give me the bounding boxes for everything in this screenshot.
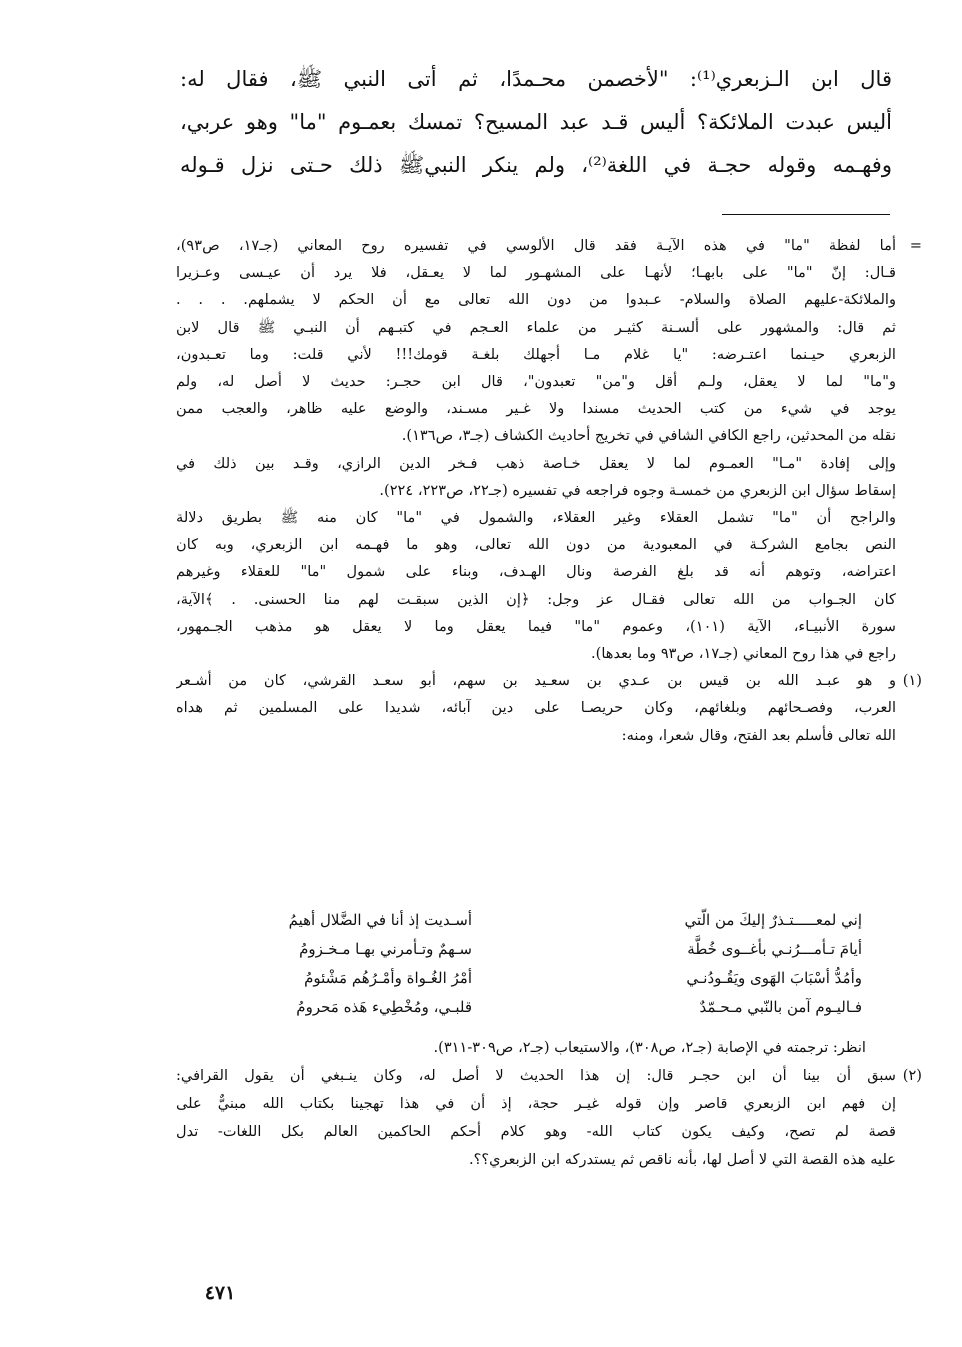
footnote-line: كان الجـواب من الله تعالى فقـال عز وجل: ﴿إن الذين سبقـت لهم منا الحسنى. . ﴾الآية، (176, 590, 896, 608)
verse-second-half: قلبـي، ومُخْطِيء هَذه مَحرومُ (296, 998, 472, 1016)
main-line: قال ابن الـزبعري⁽¹⁾: "لأخصمن محـمدًا، ثم أتى النبي ﷺ، فقال له: (180, 67, 892, 91)
footnote-continuation (176, 232, 922, 667)
footnote-line: والملائكة-عليهم الصلاة والسلام- عـبدوا من دون الله تعالى مع أن الحكم لا يشملهم. . . . (176, 291, 896, 309)
verse-first-half: وأمُدُّ أسْبَابَ الهَوى ويَقُـودُنـي (686, 969, 862, 987)
footnote-line: إن فهم ابن الزبعري قاصر وإن قوله غيـر حجة، إذ أن في هذا تهجينا بكتاب الله مبنيٌّ على (176, 1095, 896, 1112)
footnote-divider (722, 214, 890, 215)
footnote-line: الله تعالى فأسلم بعد الفتح، وقال شعرا، ومنه: (621, 726, 896, 744)
verse-first-half: فـاليـوم آمن بالنّبي مـحـمّدٌ (699, 998, 862, 1016)
footnote-line: راجع في هذا روح المعاني (جـ١٧، ص٩٣ وما بعدها). (591, 645, 896, 663)
footnote-line: و"ما" لما لا يعقل، ولـم أقل و"من" تعبدون"، قال ابن حجـر: حديث لا أصل له، ولم (176, 373, 896, 391)
poem-verse (172, 993, 862, 1022)
footnote-2-marker: (٢) (902, 1067, 922, 1084)
footnote-line: الزبعري حيـنما اعتـرضه: "يا غلام مـا أجهلك بلغـة قومك!!! لأني قلت: وما تعـبدون، (176, 345, 896, 363)
footnote-line: اعتراضه، وتوهم أنه قد بلغ الفرصة ونال الهـدف، وبناء على شمول "ما" للعقلاء وغيرهم (176, 563, 896, 581)
footnote-line: ثم قال: والمشهور على ألسـنة كثيـر من علماء العـجم في كتبـهم أن النبـي ﷺ قال لابن (176, 318, 896, 336)
footnote-line: سورة الأنبيـاء، الآية (١٠١)، وعموم "ما" فيما يعقل وما لا يعقل هو مذهب الجـمهور، (176, 617, 896, 635)
poem-verse (172, 964, 862, 993)
poem (172, 906, 862, 1022)
footnote-line: إسقاط سؤال ابن الزبعري من خمسـة وجوه فراجعه في تفسيره (جـ٢٢، ص٢٢٣، ٢٢٤). (379, 481, 896, 499)
footnote-line: يوجد في شيء من كتب الحديث مسندا ولا غـير مسـند، والوضع عليه ظاهر، والعجب ممن (176, 400, 896, 418)
footnote-line: سبق أن بينا أن ابن حجـر قال: إن هذا الحديث لا أصل له، وكان ينـبغي أن يقول القرافي: (176, 1067, 896, 1084)
verse-second-half: سـهمٌ وتـأمرني بهـا مـخـزومُ (299, 940, 472, 958)
footnote-line: نقله من المحدثين، راجع الكافي الشافي في تخريج أحاديث الكشاف (جـ٣، ص١٣٦). (401, 427, 896, 445)
footnote-line: أما لفظة "ما" في هذه الآيـة فقد قال الألوسي في تفسيره روح المعاني (جـ١٧، ص٩٣)، (176, 237, 896, 254)
poem-verse (172, 906, 862, 935)
footnote-2 (176, 1062, 922, 1174)
footnote-2-body (176, 1062, 922, 1174)
footnote-line: والراجح أن "ما" تشمل العقلاء وغير العقلاء، والشمول في "ما" كان منه ﷺ بطريق دلالة (176, 509, 896, 527)
footnotes-section (176, 232, 922, 749)
continuation-marker: = (909, 237, 922, 254)
footnote-line: قـال: إنّ "ما" على بابهـا؛ لأنهـا على المشهـور لما لا يعـقل، فلا يرد أن عيـسى وعـزيرا (176, 264, 896, 282)
page-number: ٤٧١ (204, 1282, 236, 1304)
footnote-line: عليه هذه القصة التي لا أصل لها، بأنه ناقص ثم يستدركه ابن الزبعري؟؟. (468, 1151, 896, 1168)
footnote-line: قصة لم تصح، وكيف يكون كتاب الله- وهو كلام أحكم الحاكمين العالم بكل اللغات- تدل (176, 1123, 896, 1140)
footnote-line: و هو عبـد الله بن قيس بن عـدي بن سعـيد بن سهم، أبو سعـد القرشي، كان من أشـعر (176, 672, 896, 690)
footnote-1 (176, 667, 922, 749)
footnote-1-reference: انظر: ترجمته في الإصابة (جـ٢، ص٣٠٨)، والاستيعاب (جـ٢، ص٣٠٩-٣١١). (433, 1039, 866, 1056)
main-line: أليس عبدت الملائكة؟ أليس قـد عبد المسيح؟ تمسك بعمـوم "ما" وهو عربي، (180, 110, 892, 134)
footnote-line: النص بجامع الشركـة في المعبودية من دون الله تعالى، وهو ما فهـمه ابن الزبعري، وبه كان (176, 536, 896, 554)
footnote-line: وإلى إفادة "مـا" العمـوم لما لا يعقل خـاصة ذهب فـخر الدين الرازي، وقـد بين ذلك في (176, 454, 896, 472)
verse-second-half: أسـديت إذ أنا في الضَّلال أهيمُ (288, 911, 472, 929)
main-text (180, 58, 892, 187)
verse-second-half: أمْرُ الغُـواة وأمْـرُهُم مَشْئومُ (304, 969, 472, 987)
footnote-1-marker: (١) (902, 672, 922, 690)
footnote-line: العرب، وفصـحائهم وبلغائهم، وكان حريصـا على دين آبائه، شديدا على المسلمين ثم هداه (176, 699, 896, 717)
main-line: وفهـمه وقوله حجـة في اللغة⁽²⁾، ولم ينكر النبيﷺ ذلك حـتى نزل قـوله (180, 153, 892, 177)
verse-first-half: أيامَ تـأمـــرُنـي بأغــوى خُطَّة (687, 940, 862, 958)
poem-verse (172, 935, 862, 964)
verse-first-half: إني لمعـــــتـذرٌ إليكَ من الّتي (684, 911, 862, 929)
